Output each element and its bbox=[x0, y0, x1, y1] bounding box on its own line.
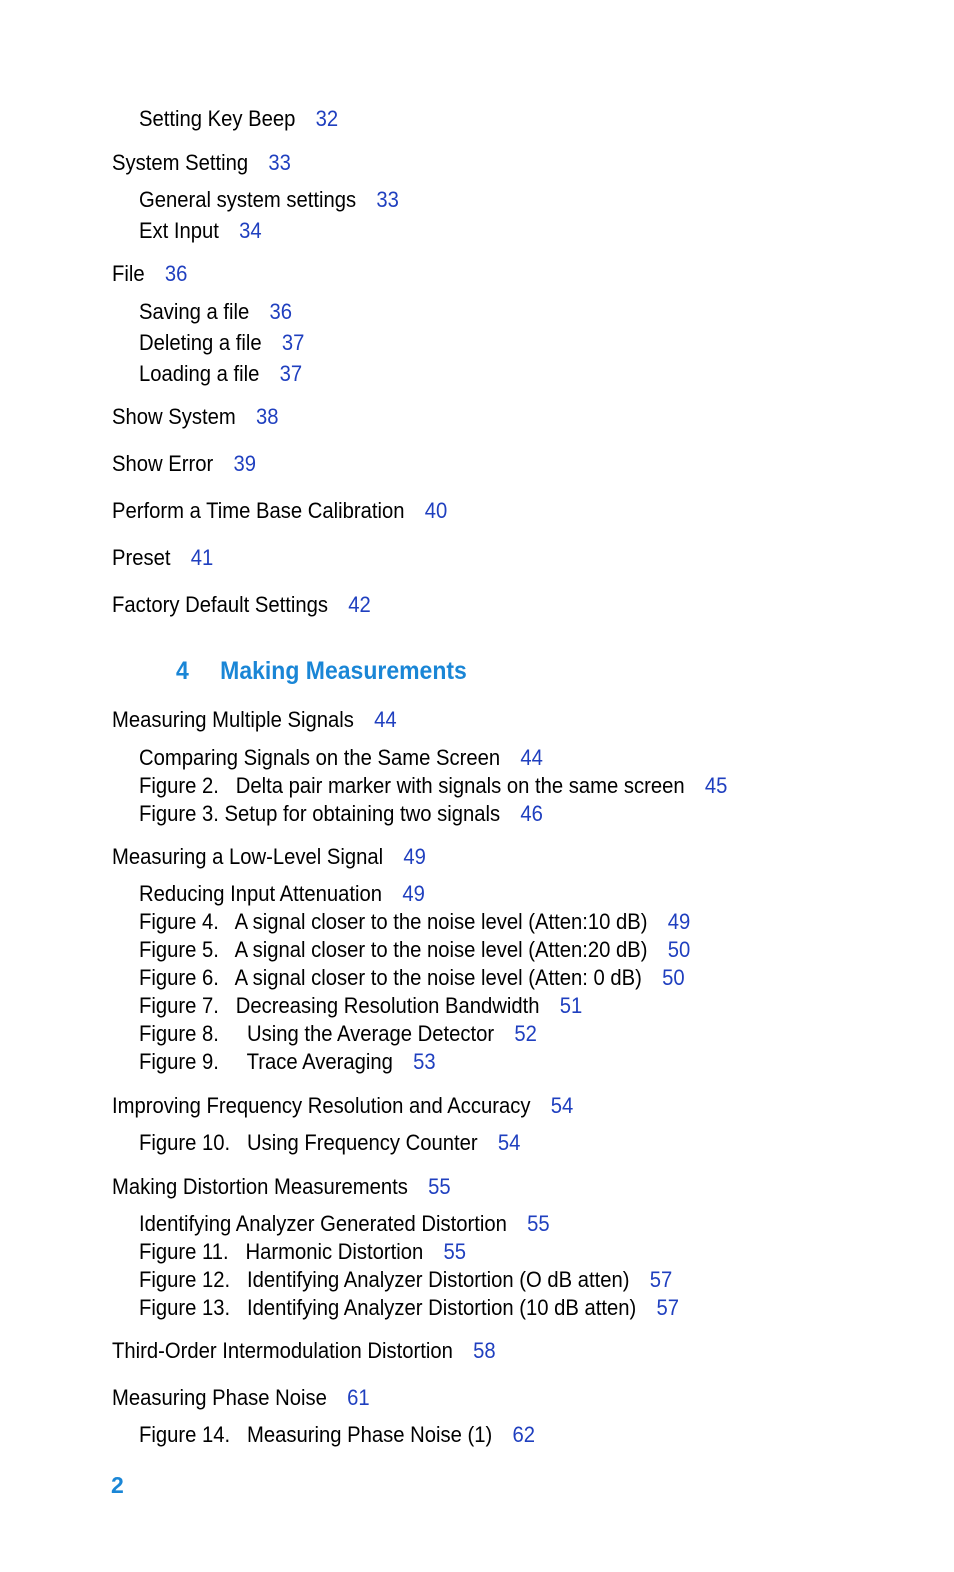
toc-entry-title: Saving a file bbox=[139, 299, 250, 324]
toc-page-link[interactable]: 42 bbox=[348, 592, 371, 617]
toc-entry[interactable] bbox=[112, 706, 397, 734]
toc-entry[interactable] bbox=[139, 992, 582, 1020]
toc-page-link[interactable]: 36 bbox=[164, 261, 188, 286]
toc-entry-title: Show System bbox=[112, 404, 236, 429]
toc-entry-title: Third-Order Intermodulation Distortion bbox=[112, 1338, 453, 1363]
toc-entry[interactable] bbox=[139, 880, 425, 908]
toc-entry[interactable] bbox=[139, 1294, 679, 1322]
toc-entry[interactable] bbox=[112, 1337, 496, 1365]
toc-entry[interactable] bbox=[139, 1048, 436, 1076]
toc-entry[interactable] bbox=[112, 591, 371, 619]
toc-entry-title: Figure 3. Setup for obtaining two signals bbox=[139, 801, 501, 826]
toc-page-link[interactable]: 52 bbox=[514, 1021, 537, 1046]
toc-page-link[interactable]: 57 bbox=[649, 1267, 673, 1292]
toc-entry-title: Figure 7. Decreasing Resolution Bandwidth bbox=[139, 993, 540, 1018]
toc-page-link[interactable]: 61 bbox=[347, 1385, 370, 1410]
toc-entry-title: Setting Key Beep bbox=[139, 106, 296, 131]
toc-entry[interactable] bbox=[139, 217, 262, 245]
toc-entry-title: Figure 9. Trace Averaging bbox=[139, 1049, 393, 1074]
toc-entry[interactable] bbox=[112, 544, 213, 572]
toc-entry-title: Show Error bbox=[112, 451, 214, 476]
toc-entry-title: Making Distortion Measurements bbox=[112, 1174, 408, 1199]
toc-page-link[interactable]: 40 bbox=[424, 498, 448, 523]
toc-entry-title: Figure 10. Using Frequency Counter bbox=[139, 1130, 478, 1155]
toc-entry[interactable] bbox=[112, 843, 426, 871]
toc-entry[interactable] bbox=[139, 186, 399, 214]
toc-entry-title: General system settings bbox=[139, 187, 357, 212]
toc-entry[interactable] bbox=[112, 403, 279, 431]
toc-entry-title: Measuring Phase Noise bbox=[112, 1385, 327, 1410]
toc-entry[interactable] bbox=[139, 800, 543, 828]
toc-entry-title: Figure 12. Identifying Analyzer Distortion (O dB atten) bbox=[139, 1267, 630, 1292]
toc-entry[interactable] bbox=[139, 1421, 535, 1449]
toc-entry[interactable] bbox=[139, 1238, 466, 1266]
toc-page-link[interactable]: 55 bbox=[527, 1211, 550, 1236]
toc-entry[interactable] bbox=[139, 1020, 537, 1048]
page-number: 2 bbox=[111, 1472, 124, 1498]
toc-entry[interactable] bbox=[139, 1266, 672, 1294]
chapter-number: 4 bbox=[176, 657, 189, 685]
toc-entry[interactable] bbox=[139, 964, 685, 992]
toc-entry[interactable] bbox=[139, 744, 543, 772]
toc-page-link[interactable]: 55 bbox=[428, 1174, 451, 1199]
toc-page-link[interactable]: 44 bbox=[520, 745, 543, 770]
toc-entry[interactable] bbox=[139, 105, 338, 133]
toc-page-link[interactable]: 50 bbox=[667, 937, 691, 962]
toc-page-link[interactable]: 54 bbox=[550, 1093, 574, 1118]
toc-entry[interactable] bbox=[139, 908, 690, 936]
toc-entry[interactable] bbox=[112, 497, 447, 525]
toc-entry[interactable] bbox=[112, 1384, 370, 1412]
toc-entry-title: File bbox=[112, 261, 145, 286]
toc-page-link[interactable]: 32 bbox=[315, 106, 339, 131]
chapter-title: Making Measurements bbox=[220, 657, 467, 685]
toc-entry[interactable] bbox=[112, 450, 256, 478]
toc-entry-title: Reducing Input Attenuation bbox=[139, 881, 383, 906]
toc-page-link[interactable]: 37 bbox=[281, 330, 305, 355]
toc-entry-title: Figure 13. Identifying Analyzer Distortion (10 dB atten) bbox=[139, 1295, 637, 1320]
toc-entry-title: Figure 14. Measuring Phase Noise (1) bbox=[139, 1422, 493, 1447]
toc-page-link[interactable]: 33 bbox=[268, 150, 291, 175]
toc-page-link[interactable]: 54 bbox=[497, 1130, 521, 1155]
toc-entry[interactable] bbox=[112, 1092, 573, 1120]
toc-page-link[interactable]: 39 bbox=[233, 451, 257, 476]
toc-entry[interactable] bbox=[139, 360, 302, 388]
toc-entry-title: Preset bbox=[112, 545, 171, 570]
toc-entry-title: Identifying Analyzer Generated Distortion bbox=[139, 1211, 507, 1236]
toc-page-link[interactable]: 44 bbox=[374, 707, 397, 732]
toc-entry-title: Ext Input bbox=[139, 218, 219, 243]
toc-entry-title: Measuring Multiple Signals bbox=[112, 707, 354, 732]
chapter-heading[interactable] bbox=[176, 655, 467, 687]
toc-page-link[interactable]: 34 bbox=[239, 218, 262, 243]
toc-entry-title: Perform a Time Base Calibration bbox=[112, 498, 405, 523]
toc-entry-title: Figure 2. Delta pair marker with signals on the same screen bbox=[139, 773, 685, 798]
toc-page-link[interactable]: 36 bbox=[269, 299, 293, 324]
toc-entry[interactable] bbox=[139, 772, 727, 800]
toc-entry-title: Comparing Signals on the Same Screen bbox=[139, 745, 501, 770]
toc-entry-title: Deleting a file bbox=[139, 330, 262, 355]
toc-entry[interactable] bbox=[112, 1173, 451, 1201]
toc-page-link[interactable]: 57 bbox=[656, 1295, 680, 1320]
toc-page-link[interactable]: 33 bbox=[376, 187, 399, 212]
toc-entry[interactable] bbox=[139, 1210, 550, 1238]
toc-page-link[interactable]: 53 bbox=[413, 1049, 436, 1074]
toc-page-link[interactable]: 37 bbox=[279, 361, 303, 386]
toc-entry[interactable] bbox=[139, 298, 292, 326]
toc-page-link[interactable]: 58 bbox=[473, 1338, 496, 1363]
toc-entry-title: Figure 8. Using the Average Detector bbox=[139, 1021, 495, 1046]
toc-entry[interactable] bbox=[139, 936, 690, 964]
toc-page-link[interactable]: 55 bbox=[443, 1239, 466, 1264]
toc-page-link[interactable]: 38 bbox=[255, 404, 279, 429]
toc-page-link[interactable]: 50 bbox=[662, 965, 685, 990]
toc-page-link[interactable]: 49 bbox=[403, 844, 426, 869]
toc-entry[interactable] bbox=[112, 149, 291, 177]
toc-entry-title: System Setting bbox=[112, 150, 249, 175]
toc-entry[interactable] bbox=[139, 1129, 520, 1157]
toc-page-link[interactable]: 49 bbox=[667, 909, 691, 934]
toc-entry-title: Measuring a Low-Level Signal bbox=[112, 844, 384, 869]
toc-page-link[interactable]: 46 bbox=[520, 801, 543, 826]
toc-entry-title: Factory Default Settings bbox=[112, 592, 328, 617]
toc-page-link[interactable]: 45 bbox=[704, 773, 728, 798]
toc-entry[interactable] bbox=[112, 260, 187, 288]
toc-entry[interactable] bbox=[139, 329, 304, 357]
toc-entry-title: Loading a file bbox=[139, 361, 260, 386]
toc-entry-title: Figure 6. A signal closer to the noise level (Atten: 0 dB) bbox=[139, 965, 642, 990]
toc-page-link[interactable]: 62 bbox=[512, 1422, 536, 1447]
toc-entry-title: Figure 5. A signal closer to the noise level (Atten:20 dB) bbox=[139, 937, 648, 962]
toc-page-link[interactable]: 49 bbox=[402, 881, 425, 906]
toc-entry-title: Figure 4. A signal closer to the noise level (Atten:10 dB) bbox=[139, 909, 648, 934]
toc-page-link[interactable]: 51 bbox=[559, 993, 583, 1018]
toc-entry-title: Figure 11. Harmonic Distortion bbox=[139, 1239, 424, 1264]
toc-page-link[interactable]: 41 bbox=[190, 545, 214, 570]
toc-entry-title: Improving Frequency Resolution and Accuracy bbox=[112, 1093, 531, 1118]
